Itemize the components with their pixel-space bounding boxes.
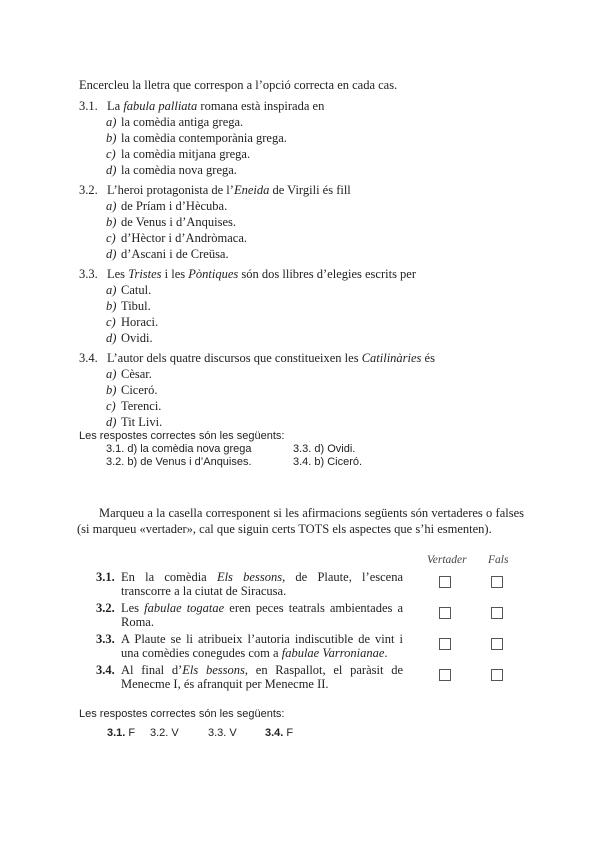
option-letter: b) bbox=[106, 383, 117, 397]
question-text: L’heroi protagonista de l’ bbox=[107, 183, 234, 197]
answer-3-1: 3.1. d) la comèdia nova grega bbox=[106, 443, 252, 455]
statement-number: 3.4. bbox=[96, 663, 115, 677]
multiple-choice-instruction: Encercleu la lletra que correspon a l’opció correcta en cada cas. bbox=[79, 78, 398, 92]
answer-value: F bbox=[286, 727, 294, 739]
answer-3-2: 3.2. b) de Venus i d’Anquises. bbox=[106, 456, 252, 468]
option-text: Ciceró. bbox=[121, 383, 158, 397]
option-letter: a) bbox=[106, 283, 117, 297]
option-3-4-d[interactable] bbox=[106, 415, 162, 430]
question-text: de Virgili és fill bbox=[269, 183, 351, 197]
answer-3-3: 3.3. d) Ovidi. bbox=[293, 443, 356, 455]
option-text: Terenci. bbox=[121, 399, 162, 413]
option-3-2-a[interactable] bbox=[106, 199, 227, 214]
option-letter: b) bbox=[106, 131, 117, 145]
checkbox-3-3-false[interactable] bbox=[491, 638, 503, 650]
option-letter: a) bbox=[106, 115, 117, 129]
question-italic: Pòntiques bbox=[188, 267, 239, 281]
option-letter: d) bbox=[106, 247, 117, 261]
option-letter: a) bbox=[106, 199, 117, 213]
option-text: Tibul. bbox=[121, 299, 151, 313]
option-3-2-c[interactable] bbox=[106, 231, 247, 246]
answer-tf-3-1 bbox=[107, 727, 135, 739]
checkbox-3-1-true[interactable] bbox=[439, 576, 451, 588]
option-letter: c) bbox=[106, 147, 116, 161]
question-number: 3.3. bbox=[79, 267, 98, 281]
option-text: Catul. bbox=[121, 283, 152, 297]
answer-number: 3.2. bbox=[150, 727, 169, 739]
option-letter: b) bbox=[106, 215, 117, 229]
option-text: la comèdia contemporània grega. bbox=[121, 131, 287, 145]
option-text: Tit Livi. bbox=[121, 415, 163, 429]
checkbox-3-4-true[interactable] bbox=[439, 669, 451, 681]
answers-header-2: Les respostes correctes són les següents: bbox=[79, 708, 285, 720]
question-italic: Eneida bbox=[233, 183, 270, 197]
answer-number: 3.1. bbox=[107, 727, 126, 739]
question-text: La bbox=[107, 99, 124, 113]
option-letter: d) bbox=[106, 415, 117, 429]
answer-number: 3.3. bbox=[208, 727, 227, 739]
statement-text-part: , de Plaute, l’escena transcorre a la ciutat de Siracusa. bbox=[121, 570, 403, 598]
statement-text bbox=[121, 601, 403, 629]
statement-number: 3.3. bbox=[96, 632, 115, 646]
statement-italic: fabulae Varronianae bbox=[281, 646, 385, 660]
option-text: Cèsar. bbox=[121, 367, 152, 381]
option-3-1-b[interactable] bbox=[106, 131, 287, 146]
option-3-3-b[interactable] bbox=[106, 299, 151, 314]
option-text: Horaci. bbox=[121, 315, 159, 329]
question-number: 3.4. bbox=[79, 351, 98, 365]
statement-number: 3.1. bbox=[96, 570, 115, 584]
question-3-4 bbox=[79, 351, 435, 366]
statement-text-part: En la comèdia bbox=[121, 570, 217, 584]
question-3-3 bbox=[79, 267, 416, 282]
statement-text-part: . bbox=[384, 646, 388, 660]
statement-text-part: Les bbox=[121, 601, 145, 615]
statement-italic: Els bessons bbox=[216, 570, 283, 584]
option-3-1-c[interactable] bbox=[106, 147, 250, 162]
question-number: 3.1. bbox=[79, 99, 98, 113]
answer-number: 3.4. bbox=[265, 727, 284, 739]
option-text: de Príam i d’Hècuba. bbox=[121, 199, 228, 213]
true-false-instruction: Marqueu a la casella corresponent si les afirmacions següents són vertaderes o falses (si marqueu «vertader», cal que siguin certs TOTS els aspectes que s’hi esmenten). bbox=[77, 506, 524, 536]
column-false-header: Fals bbox=[488, 554, 509, 566]
option-3-4-c[interactable] bbox=[106, 399, 161, 414]
column-true-header: Vertader bbox=[427, 554, 467, 566]
statement-text bbox=[121, 632, 403, 660]
option-text: de Venus i d’Anquises. bbox=[121, 215, 237, 229]
option-text: d’Hèctor i d’Andròmaca. bbox=[121, 231, 247, 245]
checkbox-3-2-false[interactable] bbox=[491, 607, 503, 619]
question-text: i les bbox=[161, 267, 189, 281]
question-text: Les bbox=[107, 267, 129, 281]
option-3-4-a[interactable] bbox=[106, 367, 152, 382]
statement-text-part: eren peces teatrals ambientades a Roma. bbox=[121, 601, 403, 629]
option-letter: b) bbox=[106, 299, 117, 313]
question-text: L’autor dels quatre discursos que constitueixen les bbox=[107, 351, 362, 365]
question-italic: Tristes bbox=[128, 267, 162, 281]
checkbox-3-4-false[interactable] bbox=[491, 669, 503, 681]
statement-italic: fabulae togatae bbox=[144, 601, 225, 615]
answer-value: F bbox=[128, 727, 136, 739]
answer-tf-3-3 bbox=[208, 727, 237, 739]
answer-3-4: 3.4. b) Ciceró. bbox=[293, 456, 363, 468]
option-letter: c) bbox=[106, 315, 116, 329]
option-3-3-c[interactable] bbox=[106, 315, 158, 330]
option-letter: d) bbox=[106, 163, 117, 177]
option-3-2-b[interactable] bbox=[106, 215, 236, 230]
option-3-3-a[interactable] bbox=[106, 283, 151, 298]
option-letter: c) bbox=[106, 399, 116, 413]
answer-tf-3-4 bbox=[265, 727, 293, 739]
answer-value: V bbox=[171, 727, 179, 739]
option-letter: a) bbox=[106, 367, 117, 381]
checkbox-3-1-false[interactable] bbox=[491, 576, 503, 588]
statement-text bbox=[121, 663, 403, 691]
option-text: la comèdia antiga grega. bbox=[121, 115, 244, 129]
question-italic: Catilinàries bbox=[361, 351, 422, 365]
option-3-2-d[interactable] bbox=[106, 247, 229, 262]
option-3-1-d[interactable] bbox=[106, 163, 237, 178]
checkbox-3-3-true[interactable] bbox=[439, 638, 451, 650]
option-3-4-b[interactable] bbox=[106, 383, 157, 398]
answers-header: Les respostes correctes són les següents: bbox=[79, 430, 285, 442]
option-3-1-a[interactable] bbox=[106, 115, 243, 130]
statement-text bbox=[121, 570, 403, 598]
question-text: és bbox=[421, 351, 435, 365]
option-text: la comèdia mitjana grega. bbox=[121, 147, 251, 161]
option-letter: c) bbox=[106, 231, 116, 245]
question-3-2 bbox=[79, 183, 351, 198]
option-3-3-d[interactable] bbox=[106, 331, 153, 346]
statement-text-part: Al final d’ bbox=[121, 663, 183, 677]
statement-text-part: A Plaute se li atribueix l’autoria indiscutible de vint i una comèdies conegudes com a bbox=[121, 632, 403, 660]
statement-text-part: , en Raspallot, el paràsit de Menecme I, és afranquit per Menecme II. bbox=[121, 663, 403, 691]
checkbox-3-2-true[interactable] bbox=[439, 607, 451, 619]
statement-italic: Els bessons bbox=[182, 663, 245, 677]
option-text: Ovidi. bbox=[121, 331, 153, 345]
question-number: 3.2. bbox=[79, 183, 98, 197]
question-text: són dos llibres d’elegies escrits per bbox=[238, 267, 417, 281]
question-3-1 bbox=[79, 99, 324, 114]
answer-value: V bbox=[229, 727, 237, 739]
statement-number: 3.2. bbox=[96, 601, 115, 615]
question-text: romana està inspirada en bbox=[197, 99, 325, 113]
question-italic: fabula palliata bbox=[123, 99, 198, 113]
option-text: d’Ascani i de Creüsa. bbox=[121, 247, 229, 261]
answer-tf-3-2 bbox=[150, 727, 179, 739]
option-letter: d) bbox=[106, 331, 117, 345]
option-text: la comèdia nova grega. bbox=[121, 163, 237, 177]
